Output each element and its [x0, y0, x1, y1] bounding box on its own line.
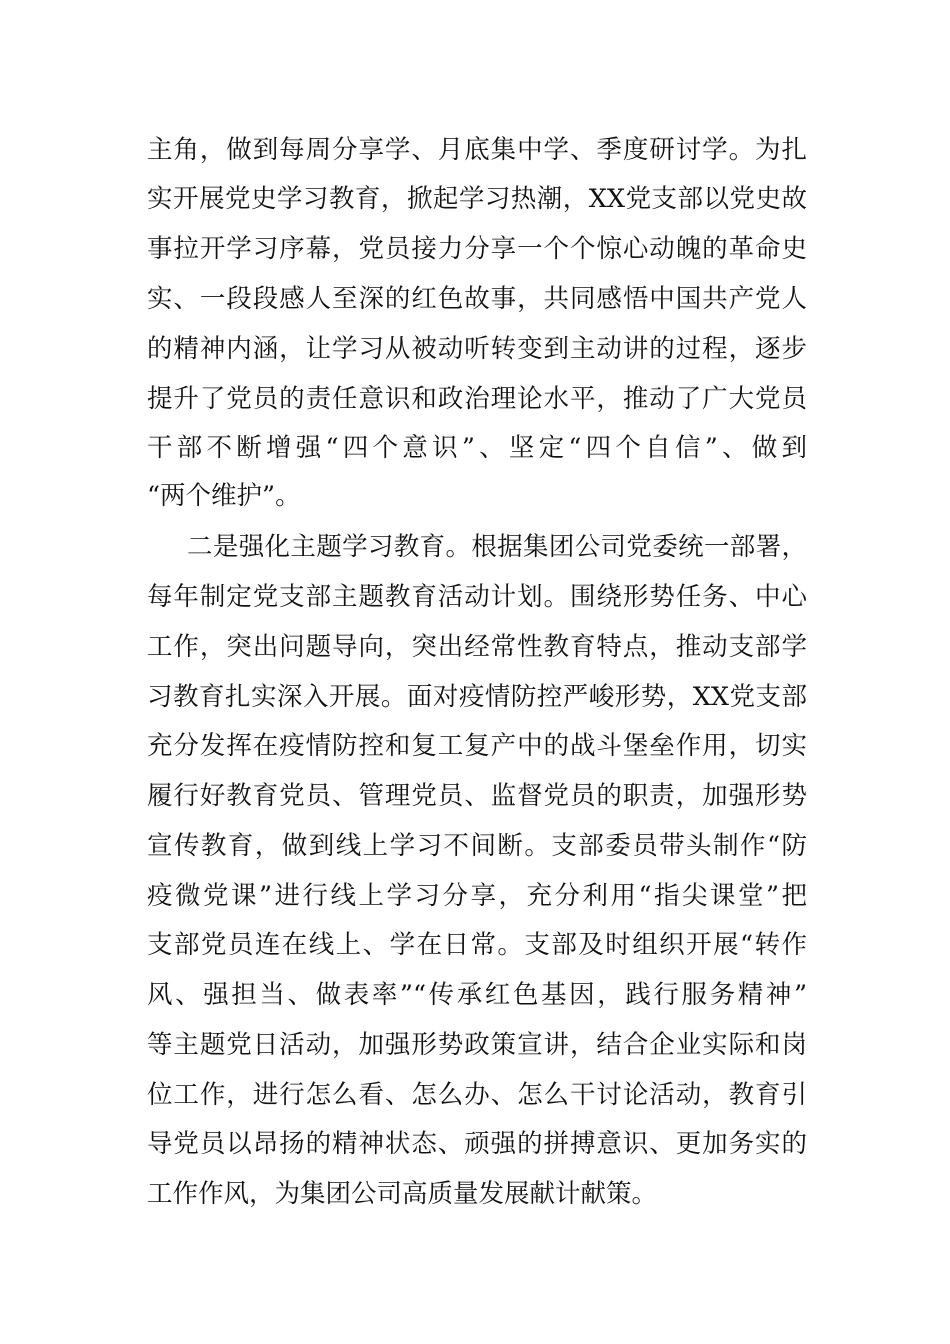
text-line: 事拉开学习序幕，党员接力分享一个个惊心动魄的革命史 [147, 234, 807, 264]
text-line: 位工作，进行怎么看、怎么办、怎么干讨论活动，教育引 [147, 1080, 807, 1110]
text-line: 支部党员连在线上、学在日常。支部及时组织开展“转作 [147, 930, 807, 960]
text-line: 每年制定党支部主题教育活动计划。围绕形势任务、中心 [147, 582, 807, 612]
text-line: 实开展党史学习教育，掀起学习热潮，XX党支部以党史故 [147, 184, 807, 214]
text-line: 提升了党员的责任意识和政治理论水平，推动了广大党员 [147, 384, 807, 414]
text-line: 宣传教育，做到线上学习不间断。支部委员带头制作“防 [147, 831, 807, 861]
text-line: 主角，做到每周分享学、月底集中学、季度研讨学。为扎 [147, 135, 807, 165]
text-line: “两个维护”。 [147, 481, 301, 511]
text-line: 等主题党日活动，加强形势政策宣讲，结合企业实际和岗 [147, 1030, 807, 1060]
text-line: 导党员以昂扬的精神状态、顽强的拼搏意识、更加务实的 [147, 1129, 807, 1159]
text-line: 履行好教育党员、管理党员、监督党员的职责，加强形势 [147, 781, 807, 811]
text-line: 的精神内涵，让学习从被动听转变到主动讲的过程，逐步 [147, 334, 807, 364]
paragraph-first-line: 二是强化主题学习教育。根据集团公司党委统一部署， [187, 532, 807, 562]
text-line: 疫微党课”进行线上学习分享，充分利用“指尖课堂”把 [147, 881, 807, 911]
text-line: 充分发挥在疫情防控和复工复产中的战斗堡垒作用，切实 [147, 731, 807, 761]
text-line: 习教育扎实深入开展。面对疫情防控严峻形势，XX党支部 [147, 682, 807, 712]
text-line: 工作，突出问题导向，突出经常性教育特点，推动支部学 [147, 632, 807, 662]
text-line: 风、强担当、做表率”“传承红色基因，践行服务精神” [147, 980, 807, 1010]
text-line: 工作作风，为集团公司高质量发展献计献策。 [147, 1179, 658, 1209]
text-line: 实、一段段感人至深的红色故事，共同感悟中国共产党人 [147, 284, 807, 314]
text-line: 干部不断增强“四个意识”、坚定“四个自信”、做到 [147, 433, 807, 463]
